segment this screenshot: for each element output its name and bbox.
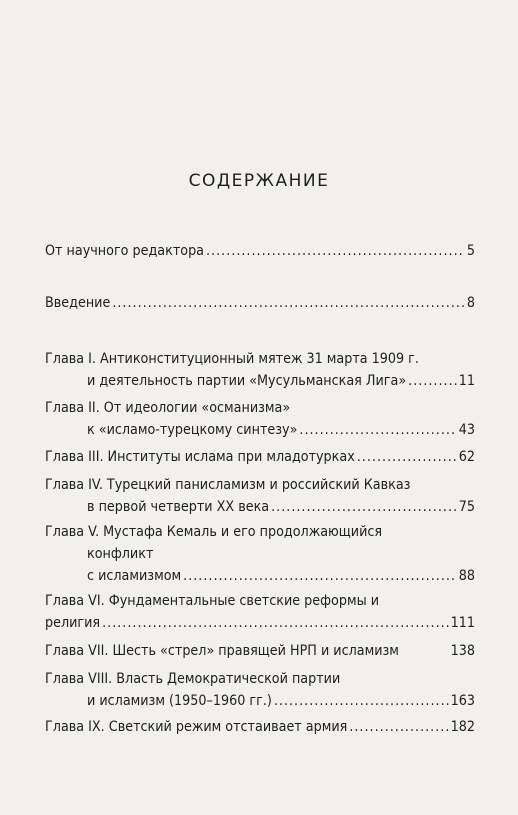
toc-entry-chapter-5 [45,521,475,587]
toc-page-number: 5 [466,243,475,259]
toc-entry-title: От научного редактора [45,243,204,259]
leader-dots [206,240,465,262]
toc-entry-chapter-8 [45,668,475,712]
leader-dots [349,716,448,738]
toc-entry-title-continued: и исламизм (1950–1960 гг.) [87,693,272,709]
toc-page-number: 62 [458,449,475,465]
toc-entry-title: Глава II. От идеологии «османизма» [45,400,291,416]
leader-dots [102,612,449,634]
toc-page-number: 75 [458,499,475,515]
toc-entry-title-continued: и деятельность партии «Мусульманская Лига» [87,373,407,389]
toc-entry-chapter-4 [45,474,475,518]
toc-page-number: 138 [450,643,475,659]
toc-entry-introduction [45,292,475,314]
toc-entry-chapter-1 [45,348,475,392]
toc-entry-title-continued: конфликт [87,546,154,562]
toc-entry-chapter-3 [45,446,475,468]
toc-entry-chapter-2 [45,397,475,441]
toc-entry-title: Глава I. Антиконституционный мятеж 31 марта 1909 г. [45,351,419,367]
toc-page-number: 182 [450,719,475,735]
leader-dots [357,446,457,468]
toc-entry-title: Введение [45,295,111,311]
leader-dots [183,565,457,587]
toc-entry-chapter-7 [45,640,475,662]
toc-entry-title: Глава III. Институты ислама при младотурках [45,449,355,465]
leader-dots [408,370,457,392]
toc-entry-title-continued: к «исламо-турецкому синтезу» [87,422,298,438]
toc-entry-title: Глава VII. Шесть «стрел» правящей НРП и исламизм [45,643,399,659]
toc-entry-title: Глава VI. Фундаментальные светские реформы и [45,593,379,609]
leader-dots [271,496,457,518]
page-title: СОДЕРЖАНИЕ [188,171,330,191]
toc-page-number: 163 [450,693,475,709]
toc-entry-chapter-9 [45,716,475,738]
toc-page-number: 43 [458,422,475,438]
toc-entry-title: Глава V. Мустафа Кемаль и его продолжающийся [45,524,383,540]
toc-entry-title: Глава IX. Светский режим отстаивает армия [45,719,348,735]
toc-entry-chapter-6 [45,590,475,634]
leader-dots [274,690,449,712]
toc-entry-title-continued: в первой четверти XX века [87,499,270,515]
toc-page-number: 11 [458,373,475,389]
toc-entry-title: Глава IV. Турецкий панисламизм и российский Кавказ [45,477,411,493]
toc-entry-editor-note [45,240,475,262]
leader-dots [112,292,465,314]
leader-dots [299,419,456,441]
toc-entry-title-continued: религия [45,615,101,631]
toc-entry-title: Глава VIII. Власть Демократической партии [45,671,341,687]
toc-page-number: 88 [458,568,475,584]
toc-entry-title-continued: с исламизмом [87,568,182,584]
toc-page-number: 111 [450,615,475,631]
toc-page-number: 8 [466,295,475,311]
